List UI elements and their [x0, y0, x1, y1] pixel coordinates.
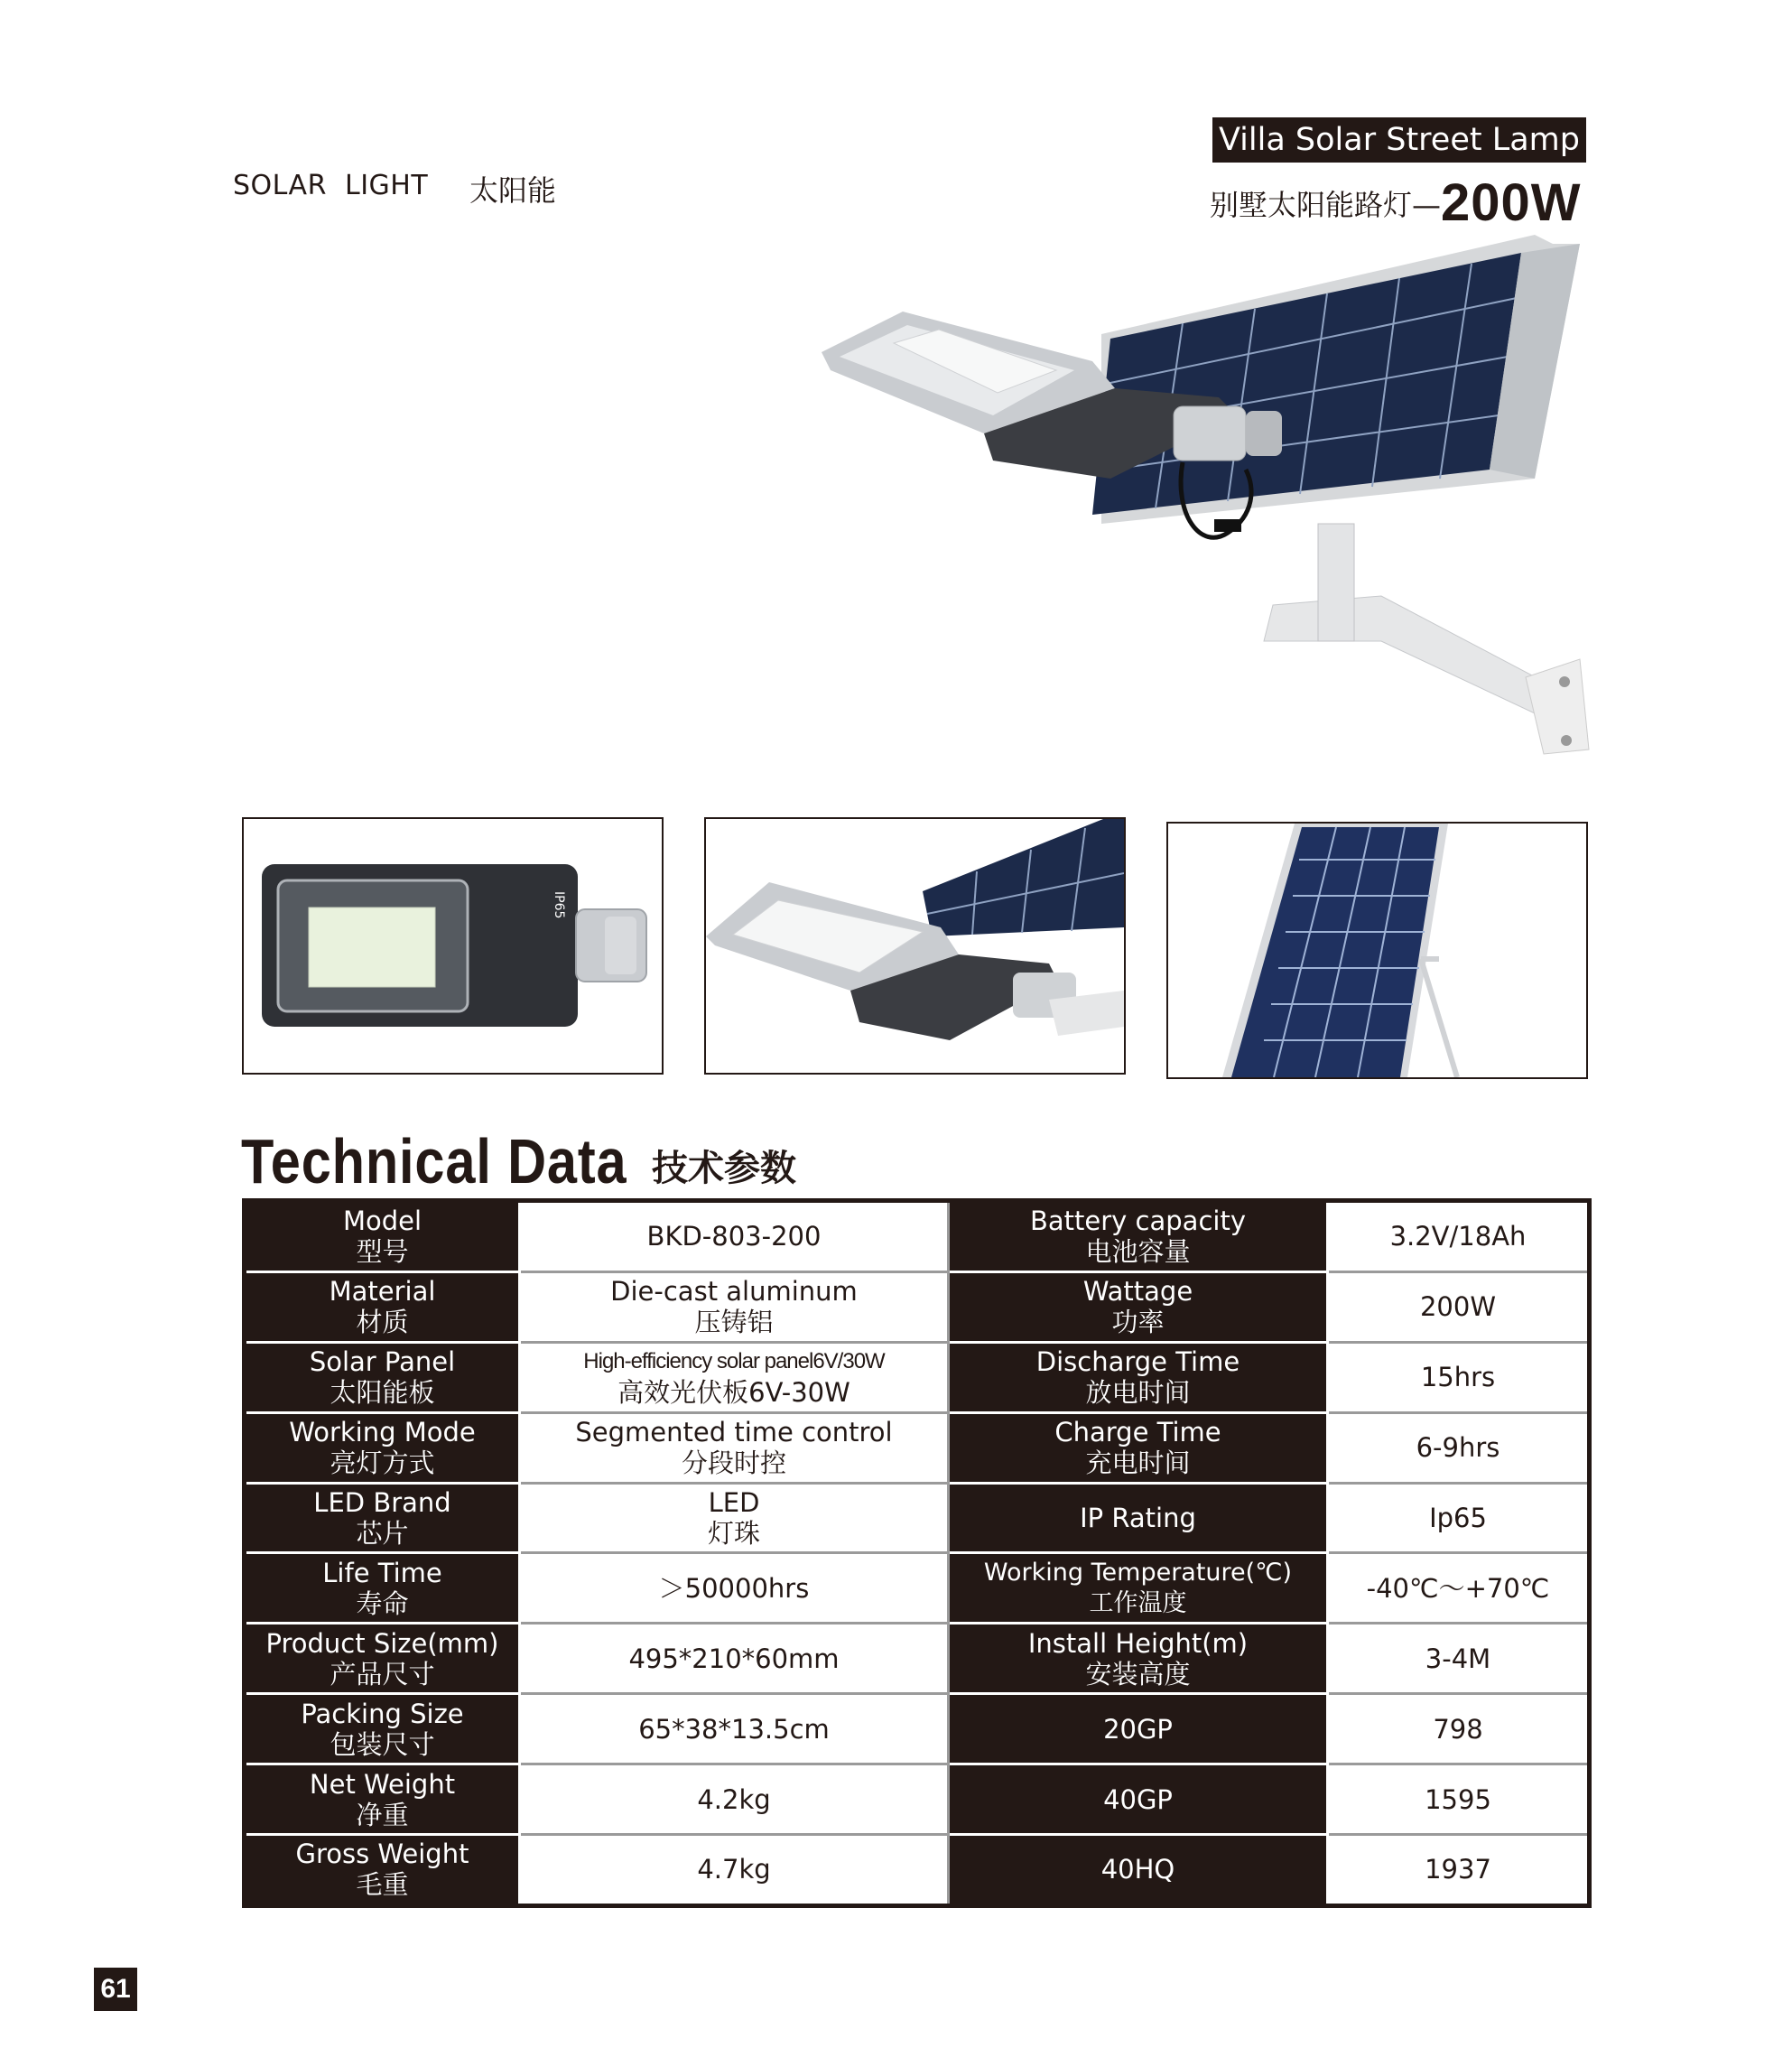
table-row: [245, 1694, 1590, 1764]
page-number: 61: [94, 1968, 137, 2011]
spec-value: Ip65: [1328, 1483, 1590, 1553]
table-row: [245, 1764, 1590, 1835]
spec-value: 495*210*60mm: [520, 1624, 949, 1694]
spec-table-body: [245, 1201, 1590, 1906]
spec-value: 798: [1328, 1694, 1590, 1764]
spec-key: LED Brand 芯片: [245, 1483, 520, 1553]
spec-key: Working Mode 亮灯方式: [245, 1412, 520, 1483]
spec-key: Discharge Time 放电时间: [949, 1342, 1328, 1412]
spec-key: Net Weight 净重: [245, 1764, 520, 1835]
spec-value: 65*38*13.5cm: [520, 1694, 949, 1764]
street-lamp-product-image: [803, 226, 1598, 768]
spec-value: -40℃～+70℃: [1328, 1553, 1590, 1624]
table-row: [245, 1553, 1590, 1624]
spec-value: 15hrs: [1328, 1342, 1590, 1412]
spec-key: Wattage 功率: [949, 1271, 1328, 1342]
spec-key: IP Rating: [949, 1483, 1328, 1553]
category-label-cn: 太阳能: [469, 173, 557, 208]
spec-value: 200W: [1328, 1271, 1590, 1342]
table-row: [245, 1412, 1590, 1483]
product-title: Villa Solar Street Lamp: [1212, 117, 1586, 163]
product-wattage: 200W: [1441, 173, 1582, 232]
spec-key: Product Size(mm) 产品尺寸: [245, 1624, 520, 1694]
spec-value: 1937: [1328, 1834, 1590, 1905]
table-row: [245, 1624, 1590, 1694]
spec-value: Die-cast aluminum 压铸铝: [520, 1271, 949, 1342]
spec-key: 40GP: [949, 1764, 1328, 1835]
table-row: [245, 1271, 1590, 1342]
table-row: [245, 1342, 1590, 1412]
spec-key: Charge Time 充电时间: [949, 1412, 1328, 1483]
lamp-angle-image: [706, 819, 1124, 1073]
product-subtitle: [1210, 173, 1582, 232]
spec-key: Working Temperature(℃) 工作温度: [949, 1553, 1328, 1624]
spec-value: ＞50000hrs: [520, 1553, 949, 1624]
technical-data-heading-cn: 技术参数: [652, 1148, 796, 1189]
spec-value: BKD-803-200: [520, 1201, 949, 1272]
spec-value: 3-4M: [1328, 1624, 1590, 1694]
spec-value: High-efficiency solar panel6V/30W 高效光伏板6V-30W: [520, 1342, 949, 1412]
category-label: SOLAR LIGHT: [233, 170, 429, 201]
spec-key: Gross Weight 毛重: [245, 1834, 520, 1905]
spec-value: LED 灯珠: [520, 1483, 949, 1553]
spec-value: 1595: [1328, 1764, 1590, 1835]
spec-key: 20GP: [949, 1694, 1328, 1764]
spec-value: Segmented time control 分段时控: [520, 1412, 949, 1483]
ip-mark-label: IP65: [552, 891, 566, 919]
thumbnail-lamp-angle: [704, 817, 1126, 1075]
spec-value: 4.2kg: [520, 1764, 949, 1835]
spec-key: Battery capacity 电池容量: [949, 1201, 1328, 1272]
spec-key: Packing Size 包装尺寸: [245, 1694, 520, 1764]
spec-table: [242, 1198, 1592, 1908]
spec-key: 40HQ: [949, 1834, 1328, 1905]
solar-panel-image: [1168, 824, 1586, 1077]
table-row: [245, 1201, 1590, 1272]
thumbnail-lamp-front: [242, 817, 664, 1075]
technical-data-heading: Technical Data: [241, 1126, 627, 1196]
table-row: [245, 1834, 1590, 1905]
spec-value: 4.7kg: [520, 1834, 949, 1905]
lamp-front-image: [244, 819, 662, 1073]
spec-key: Solar Panel 太阳能板: [245, 1342, 520, 1412]
spec-key: Model 型号: [245, 1201, 520, 1272]
table-row: [245, 1483, 1590, 1553]
spec-value: 3.2V/18Ah: [1328, 1201, 1590, 1272]
product-subtitle-cn: 别墅太阳能路灯—: [1210, 188, 1442, 222]
spec-value: 6-9hrs: [1328, 1412, 1590, 1483]
thumbnail-solar-panel: [1166, 822, 1588, 1079]
spec-key: Install Height(m) 安装高度: [949, 1624, 1328, 1694]
spec-key: Life Time 寿命: [245, 1553, 520, 1624]
spec-key: Material 材质: [245, 1271, 520, 1342]
